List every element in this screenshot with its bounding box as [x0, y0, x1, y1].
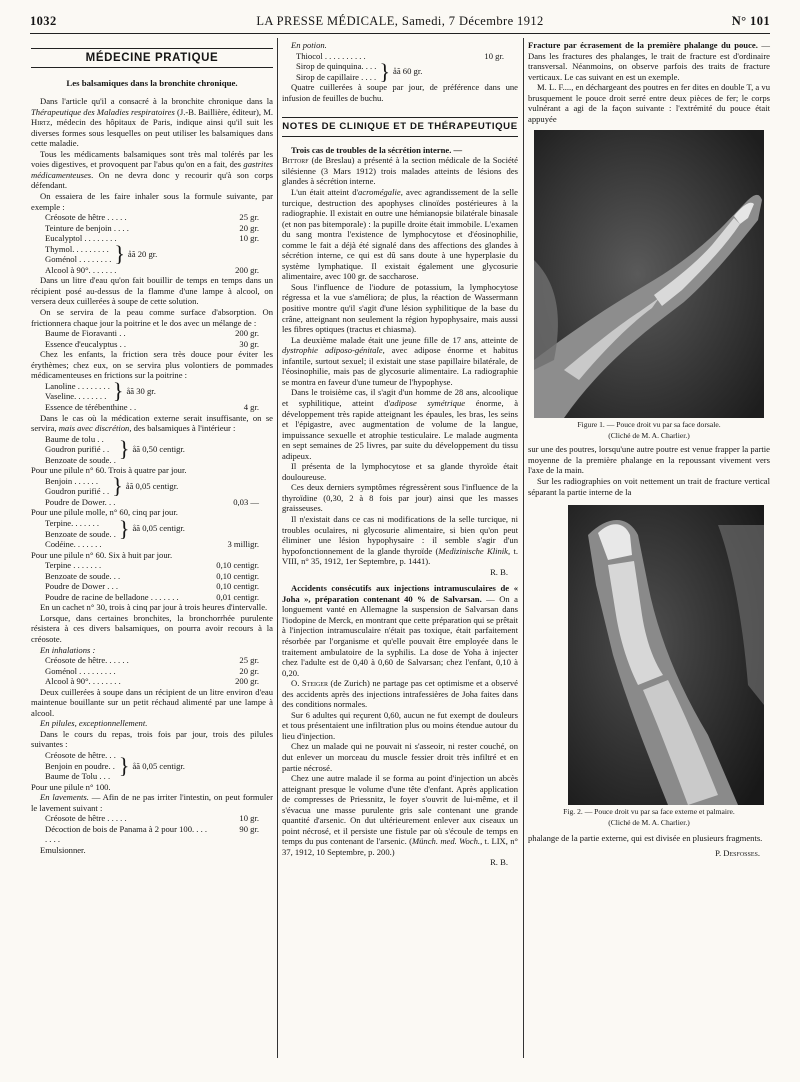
figure-caption: Fig. 2. — Pouce droit vu par sa face externe et palmaire.: [563, 807, 735, 817]
column-divider: [277, 38, 278, 1058]
paragraph: Deux cuillerées à soupe dans un récipient de un litre environ d'eau maintenue bouillante sur un petit réchaud alimenté par une lampe à alcool.: [31, 686, 273, 718]
formula-ingredient: Benzoate de soude. .: [45, 454, 116, 465]
paragraph: En un cachet n° 30, trois à cinq par jour à trois heures d'intervalle.: [40, 602, 268, 613]
paragraph: Tous les médicaments balsamiques sont très mal tolérés par les voies digestives, et provoquent par l'abus qu'on en a fait, des gastrites médicamenteuses. On ne devra donc y recourir qu'à son corps défendant.: [31, 148, 273, 191]
formula-line: Thiocol . . . . . . . . . . 10 gr.: [296, 50, 504, 61]
formula-line: Essence de térébenthine . . 4 gr.: [45, 401, 259, 412]
formula-line: Goménol . . . . . . . . . 20 gr.: [45, 665, 259, 676]
formula: [31, 813, 273, 845]
formula: [31, 265, 273, 276]
formula-ingredient: Goudron purifié . .: [45, 486, 110, 497]
formula-group: Terpine. . . . . . . Benzoate de soude. . } åã 0,05 centigr.: [45, 515, 185, 541]
paragraph: Ces deux derniers symptômes régressèrent sous l'influence de la thyroïdine (0,30, 2 à 8 fois par jour) ainsi que les masses graisseuses.: [282, 482, 518, 514]
article-title: Trois cas de troubles de la sécrétion interne. —: [291, 144, 463, 155]
paragraph: Il présenta de la lymphocytose et sa glande thyroïde était douloureuse.: [282, 461, 518, 482]
formula-line: Eucalyptol . . . . . . . . 10 gr.: [45, 233, 259, 244]
subheading: En pilules, exceptionnellement.: [40, 718, 148, 729]
formula-line: Créosote de hêtre . . . . . 25 gr.: [45, 212, 259, 223]
signature: R. B.: [490, 566, 508, 577]
paragraph: Dans un litre d'eau qu'on fait bouillir de temps en temps dans un récipient posé au-dessus de la flamme d'une lampe à alcool, on versera deux cuillerées à soupe de cette solution.: [31, 275, 273, 307]
article-intro: Fracture par écrasement de la première phalange du pouce. — Dans les fractures des phalanges, le trait de fracture est d'ordinaire transversal. Néanmoins, on observe parfois des traits de fracture verticaux. Le cas suivant en est un exemple.: [528, 40, 770, 82]
paragraph: On essaiera de les faire inhaler sous la formule suivante, par exemple :: [31, 191, 273, 212]
paragraph: M. L. F...., en déchargeant des poutres en fer dites en double T, a vu brusquement le pouce droit serré entre deux pièces de fer; le corps vulnérant a agi de la façon suivante : l'extrémité du pouce était appuyée: [528, 82, 770, 124]
formula-line: Essence d'eucalyptus . . 30 gr.: [45, 338, 259, 349]
article-title: Les balsamiques dans la bronchite chronique.: [66, 77, 238, 88]
paragraph: Chez les enfants, la friction sera très douce pour éviter les érythèmes; chez eux, on se servira plus volontiers de pommades médicamenteuses en frictions sur la poitrine :: [31, 349, 273, 381]
formula-line: Codéine. . . . . . . 3 milligr.: [45, 539, 259, 550]
formula-ingredient: Benjoin en poudre. .: [45, 760, 115, 771]
paragraph: Chez un malade qui ne pouvait ni s'asseoir, ni rester couché, on dut enlever un morceau du muscle fessier droit très infiltré et en partie nécrosé.: [282, 741, 518, 773]
section-title: MÉDECINE PRATIQUE: [31, 48, 273, 68]
column-divider: [523, 38, 524, 1058]
formula-ingredient: Sirop de quinquina. . . .: [296, 61, 377, 72]
formula-line: Baume de Fioravanti . . 200 gr.: [45, 328, 259, 339]
formula: [31, 328, 273, 349]
paragraph: Il n'existait dans ce cas ni modifications de la selle turcique, ni troubles oculaires, ni glycosurie alimentaire, si bien qu'on peut éliminer une lésion hypophysaire : il semble s'agir d'un hypofonctionnement de la glande thyroïde (Medizinische Klinik, t. VIII, n° 35, 1912, 1er Septembre, p. 1441).: [282, 513, 518, 567]
article-intro: Accidents consécutifs aux injections intramusculaires de « Joha », préparation contenant 40 % de Salvarsan. — On a longuement vanté en Allemagne la suspension de Salvarsan dans l'iodopine de Merck, en montrant que cette préparation qui se prêtait à l'injection intramusculaire n'était pas toxique, était parfaitement résorbée par l'organisme et qu'elle pouvait être employée dans le traitement ambulatoire de la syphilis. La dose de Yoha à injecter chez l'adulte est de 0,40 à 0,60 de Salvarsan; chez l'enfant, 0,10 à 0,20.: [282, 583, 518, 678]
page-number: 1032: [30, 14, 57, 28]
formula-note: Pour une pilule molle, n° 60, cinq par jour.: [31, 507, 178, 518]
formula-ingredient: Baume de Tolu . . .: [45, 771, 111, 782]
article-title: Accidents consécutifs aux injections intramusculaires de « Joha », préparation contenant 40 % de Salvarsan.: [282, 583, 518, 604]
thumb-xray-palmar: [568, 505, 764, 805]
paragraph: sur une des poutres, lorsqu'une autre poutre est venue frapper la partie moyenne de la première phalange en la repoussant vivement vers l'axe de la main.: [528, 444, 770, 476]
header-rule: [30, 33, 770, 34]
xray-figure-1: [534, 130, 764, 418]
formula-line: Créosote de hêtre . . . . . 10 gr.: [45, 813, 259, 824]
paragraph: Sur les radiographies on voit nettement un trait de fracture vertical séparant la partie interne de la: [528, 476, 770, 497]
paragraph: Emulsionner.: [40, 844, 86, 855]
article-intro: Trois cas de troubles de la sécrétion interne. — Bittorf (de Breslau) a présenté à la section médicale de la Société silésienne (3 Mars 1912) trois malades atteints de lésions des glandes à sécrétion interne.: [282, 144, 518, 187]
formula-note: Pour une pilule n° 60. Six à huit par jour.: [31, 549, 173, 560]
formula: [31, 539, 273, 550]
formula-ingredient: Baume de tolu . .: [45, 433, 104, 444]
formula-ingredient: Lanoline . . . . . . . .: [45, 380, 110, 391]
formula-ingredient: Goudron purifié . .: [45, 444, 110, 455]
formula-line: Poudre de racine de belladone . . . . . . . 0,01 centigr.: [45, 591, 259, 602]
figure-caption: Figure 1. — Pouce droit vu par sa face dorsale.: [577, 420, 721, 430]
formula-group: Benjoin . . . . . . Goudron purifié . . } åã 0,05 centigr.: [45, 473, 179, 499]
formula-line: Terpine . . . . . . . 0,10 centigr.: [45, 560, 259, 571]
formula-ingredient: Thymol. . . . . . . . .: [45, 243, 109, 254]
article-title: Fracture par écrasement de la première phalange du pouce.: [528, 40, 758, 50]
formula-line: Décoction de bois de Panama à 2 pour 100. . . . . . . . 90 gr.: [45, 823, 259, 845]
formula-line: Poudre de Dower. . . 0,03 —: [45, 496, 259, 507]
paragraph: Quatre cuillerées à soupe par jour, de préférence dans une infusion de feuilles de buchu.: [282, 82, 518, 103]
subheading: En inhalations :: [40, 644, 96, 655]
formula-group: Baume de tolu . . Goudron purifié . . Benzoate de soude. . } åã 0,50 centigr.: [45, 433, 185, 465]
xray-figure-2: [568, 505, 764, 805]
formula-line: Poudre de Dower . . . 0,10 centigr.: [45, 581, 259, 592]
formula-group: Créosote de hêtre. . . Benjoin en poudre. . Baume de Tolu . . . } åã 0,05 centigr.: [45, 750, 185, 782]
formula-ingredient: Benzoate de soude. .: [45, 528, 116, 539]
formula-group: Sirop de quinquina. . . . Sirop de capillaire . . . . } åã 60 gr.: [296, 58, 423, 84]
page-header: [30, 14, 770, 30]
thumb-xray-dorsal: [534, 130, 764, 418]
paragraph: O. Steiger (de Zurich) ne partage pas cet optimisme et a observé des accidents après des injections intrafessières de Joha faites dans des conditions normales.: [282, 678, 518, 710]
formula: [31, 497, 273, 508]
formula: [31, 655, 273, 687]
paragraph: On se servira de la peau comme surface d'absorption. On frictionnera chaque jour la poitrine et le dos avec un mélange de :: [31, 307, 273, 328]
paragraph: Sous l'influence de l'iodure de potassium, la lymphocytose régressa et la vue s'améliora; de plus, la réaction de Wassermann positive montre qu'il s'agit d'une lésion syphilitique de la base du crâne, atteignant non seulement la région hypophysaire, mais aussi les fibres optiques (tractus et chiasma).: [282, 281, 518, 335]
figure-credit: (Cliché de M. A. Charlier.): [608, 431, 690, 441]
formula-line: Teinture de benjoin . . . . 20 gr.: [45, 222, 259, 233]
formula-ingredient: Goménol . . . . . . . .: [45, 254, 112, 265]
subheading: En potion.: [291, 40, 327, 50]
formula-line: Alcool à 90°. . . . . . . 200 gr.: [45, 264, 259, 275]
formula-line: Benzoate de soude. . . 0,10 centigr.: [45, 570, 259, 581]
column-3: [528, 40, 770, 858]
formula-note: Pour une pilule n° 60. Trois à quatre par jour.: [31, 465, 187, 476]
issue-number: N° 101: [731, 14, 770, 28]
column-2: [282, 40, 518, 868]
paragraph: Chez une autre malade il se forma au point d'injection un abcès atteignant presque le volume d'une tête d'enfant. Après application de compresses de Priessnitz, le foyer s'ouvrit de lui-même, et il s'évacua une masse purulente gris sale contenant une grande quantité d'arsenic. On dut ultérieurement enlever aux ciseaux un point nécrosé, et il persiste une fistule par où s'écoule de temps en temps du pus contenant de l'arsenic. (Münch. med. Woch., t. LIX, n° 37, 1912, 10 Septembre, p. 200.): [282, 773, 518, 857]
figure-credit: (Cliché de M. A. Charlier.): [608, 818, 690, 828]
paragraph: Sur 6 adultes qui reçurent 0,60, aucun ne fut exempt de douleurs et tous présentaient une infiltration plus ou moins étendue autour du lieu d'injection.: [282, 709, 518, 741]
formula-ingredient: Créosote de hêtre. . .: [45, 750, 116, 760]
paragraph: phalange de la partie externe, qui est divisée en plusieurs fragments.: [528, 833, 763, 844]
formula-ingredient: Vaseline. . . . . . . .: [45, 391, 107, 402]
formula-line: Alcool à 90°. . . . . . . . 200 gr.: [45, 676, 259, 687]
formula-ingredient: Terpine. . . . . . .: [45, 517, 100, 528]
formula: [31, 402, 273, 413]
formula-group: Thymol. . . . . . . . . Goménol . . . . . . . . } åã 20 gr.: [45, 241, 158, 267]
paragraph: Dans le troisième cas, il s'agit d'un homme de 28 ans, alcoolique et syphilitique, atteint d'adipose symétrique énorme, à développement très rapide atteignant les épaules, les bras, les seins et l'épigastre, avec augmentation de volume de la langue, impuissance sexuelle et atrophie testiculaire. Le malade augmenta en sept semaines de 25 livres, par suite du développement du tissu adipeux.: [282, 387, 519, 461]
formula: [282, 51, 518, 62]
column-1: [31, 40, 273, 855]
section-title: NOTES DE CLINIQUE ET DE THÉRAPEUTIQUE: [282, 117, 518, 137]
formula-ingredient: Benjoin . . . . . .: [45, 475, 98, 486]
paragraph: Dans le cas où la médication externe serait insuffisante, on se servira, mais avec discrétion, des balsamiques à l'intérieur :: [31, 412, 273, 434]
signature: P. Desfosses.: [715, 847, 760, 858]
paragraph: Lorsque, dans certaines bronchites, la bronchorrhée purulente résistera à ces divers balsamiques, on pourra avoir recours à la créosote.: [31, 612, 273, 644]
formula-line: Créosote de hêtre. . . . . . 25 gr.: [45, 655, 259, 666]
formula: [31, 560, 273, 602]
paragraph: En lavements. — Afin de ne pas irriter l'intestin, on peut formuler le lavement suivant :: [31, 792, 273, 813]
paragraph: Dans le cours du repas, trois fois par jour, trois des pilules suivantes :: [31, 728, 273, 750]
paragraph: La deuxième malade était une jeune fille de 17 ans, atteinte de dystrophie adiposo-génitale, avec adipose énorme et habitus infantile, surtout sexuel; il existait une stase papillaire bilatérale, de l'éosinophilie, mais pas de glycosurie alimentaire. La radiographie se montra en faveur d'une tumeur de l'hypophyse.: [282, 334, 518, 387]
formula-note: Pour une pilule n° 100.: [31, 781, 111, 792]
formula: [31, 212, 273, 244]
formula-ingredient: Sirop de capillaire . . . .: [296, 71, 377, 82]
paragraph: L'un était atteint d'acromégalie, avec agrandissement de la selle turcique, destruction des apophyses clinoïdes postérieures à la radiographie. Il existait en outre une hémianopsie bilatérale binasale (et non pas bitemporale) : la pupille droite était immobile. L'examen du sang montra l'existence de lymphocytose et d'éosinophilie, comme le fait a déjà été signalé dans des affections des glandes à sécrétion interne, ce qui est dû sans doute à une hyperplasie du système lymphatique. Il existait également une glycosurie alimentaire, avec 100 gr. de saccharose.: [282, 187, 518, 282]
journal-title: LA PRESSE MÉDICALE, Samedi, 7 Décembre 1912: [256, 14, 544, 28]
signature: R. B.: [490, 857, 508, 868]
formula-group: Lanoline . . . . . . . . Vaseline. . . . . . . . } åã 30 gr.: [45, 378, 156, 404]
paragraph: Dans l'article qu'il a consacré à la bronchite chronique dans la Thérapeutique des Maladies respiratoires (J.-B. Baillière, éditeur), M. Hirtz, médecin des hôpitaux de Paris, indique ainsi qu'il suit les diverses formes sous lesquelles on peut utiliser les balsamiques dans cette maladie.: [31, 96, 273, 149]
